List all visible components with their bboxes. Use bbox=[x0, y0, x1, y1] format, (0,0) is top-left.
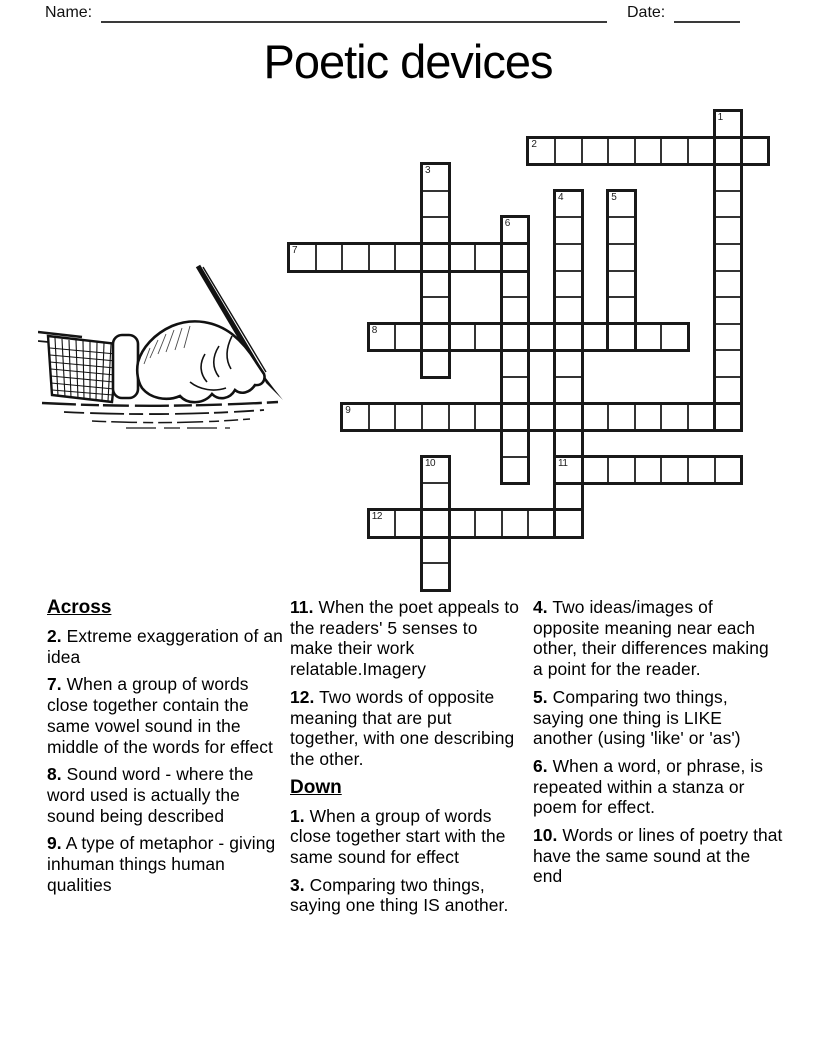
down-header: Down bbox=[290, 776, 342, 798]
clue-number-label: 3 bbox=[425, 165, 431, 177]
page-title: Poetic devices bbox=[263, 35, 553, 88]
grid-cell[interactable] bbox=[714, 243, 743, 272]
grid-cell[interactable] bbox=[714, 216, 743, 245]
grid-cell[interactable] bbox=[714, 137, 743, 166]
clue-down-4 bbox=[533, 597, 783, 680]
clue-number: 9. bbox=[47, 833, 62, 854]
grid-cell[interactable] bbox=[368, 243, 397, 272]
clue-text: Words or lines of poetry that have the same sound at the end bbox=[533, 825, 783, 887]
grid-cell[interactable] bbox=[421, 296, 450, 325]
grid-cell[interactable] bbox=[554, 270, 583, 299]
name-label: Name: bbox=[45, 4, 93, 21]
clue-down-6 bbox=[533, 756, 783, 818]
grid-cell[interactable] bbox=[527, 137, 556, 166]
grid-cell[interactable] bbox=[714, 163, 743, 192]
clue-number: 3. bbox=[290, 874, 305, 895]
across-header: Across bbox=[47, 597, 112, 618]
clue-across-2 bbox=[47, 626, 283, 667]
clue-down-1 bbox=[290, 806, 524, 868]
clue-across-11 bbox=[290, 597, 524, 680]
clue-text: When the poet appeals to the readers' 5 senses to make their work relatable.Imagery bbox=[290, 597, 520, 680]
crossword-grid bbox=[288, 110, 768, 590]
date-label: Date: bbox=[627, 4, 666, 21]
clue-number-label: 9 bbox=[345, 404, 351, 416]
grid-cell[interactable] bbox=[607, 456, 636, 485]
grid-cell[interactable] bbox=[421, 270, 450, 299]
clue-column-1 bbox=[47, 597, 283, 902]
grid-cell[interactable] bbox=[501, 349, 530, 378]
grid-cell[interactable] bbox=[607, 216, 636, 245]
grid-cell[interactable] bbox=[421, 190, 450, 219]
clue-text: Extreme exaggeration of an idea bbox=[47, 626, 283, 667]
grid-cell[interactable] bbox=[368, 403, 397, 432]
clue-text: Comparing two things, saying one thing IS another. bbox=[290, 874, 509, 916]
grid-cell[interactable] bbox=[554, 296, 583, 325]
grid-cell[interactable] bbox=[368, 323, 397, 352]
clue-text: Two words of opposite meaning that are put together, with one describing the other. bbox=[290, 686, 515, 769]
grid-cell[interactable] bbox=[421, 216, 450, 245]
grid-cell[interactable] bbox=[607, 270, 636, 299]
clue-text: Two ideas/images of opposite meaning near each other, their differences making a point for the reader. bbox=[533, 597, 769, 680]
grid-cell[interactable] bbox=[554, 349, 583, 378]
grid-cell[interactable] bbox=[607, 190, 636, 219]
clue-number-label: 6 bbox=[504, 218, 510, 230]
grid-cell[interactable] bbox=[607, 296, 636, 325]
grid-cell[interactable] bbox=[581, 137, 610, 166]
grid-cell[interactable] bbox=[501, 509, 530, 538]
clue-number-label: 7 bbox=[292, 245, 298, 256]
clue-number: 5. bbox=[533, 686, 548, 707]
grid-cell[interactable] bbox=[581, 403, 610, 432]
grid-cell[interactable] bbox=[634, 403, 663, 432]
clue-number: 2. bbox=[47, 626, 62, 646]
grid-cell[interactable] bbox=[421, 456, 450, 485]
grid-cell[interactable] bbox=[501, 270, 530, 299]
grid-cell[interactable] bbox=[501, 216, 530, 245]
grid-cell[interactable] bbox=[714, 376, 743, 405]
grid-cell[interactable] bbox=[501, 296, 530, 325]
clue-across-8 bbox=[47, 764, 283, 826]
grid-cell[interactable] bbox=[714, 403, 743, 432]
grid-cell[interactable] bbox=[421, 403, 450, 432]
grid-cell[interactable] bbox=[554, 243, 583, 272]
grid-cell[interactable] bbox=[554, 190, 583, 219]
grid-cell[interactable] bbox=[714, 190, 743, 219]
clue-number-label: 4 bbox=[558, 191, 564, 203]
clue-text: When a group of words close together start with the same sound for effect bbox=[290, 805, 506, 868]
grid-cell[interactable] bbox=[421, 243, 450, 272]
clue-number-label: 10 bbox=[425, 457, 436, 469]
grid-cell[interactable] bbox=[341, 243, 370, 272]
grid-cell[interactable] bbox=[634, 137, 663, 166]
grid-cell[interactable] bbox=[527, 403, 556, 432]
grid-cell[interactable] bbox=[660, 456, 689, 485]
grid-cell[interactable] bbox=[394, 403, 423, 432]
date-blank-line[interactable] bbox=[674, 2, 740, 23]
grid-cell[interactable] bbox=[501, 323, 530, 352]
clue-number: 8. bbox=[47, 764, 62, 785]
clue-number-label: 5 bbox=[611, 191, 617, 203]
grid-cell[interactable] bbox=[368, 509, 397, 538]
grid-cell[interactable] bbox=[660, 403, 689, 432]
clue-number-label: 11 bbox=[558, 457, 568, 469]
grid-cell[interactable] bbox=[660, 137, 689, 166]
grid-cell[interactable] bbox=[448, 509, 477, 538]
grid-cell[interactable] bbox=[554, 216, 583, 245]
grid-cell[interactable] bbox=[421, 509, 450, 538]
name-blank-line[interactable] bbox=[101, 2, 607, 23]
grid-cell[interactable] bbox=[554, 137, 583, 166]
grid-cell[interactable] bbox=[421, 323, 450, 352]
grid-cell[interactable] bbox=[474, 509, 503, 538]
grid-cell[interactable] bbox=[421, 562, 450, 591]
grid-cell[interactable] bbox=[448, 243, 477, 272]
grid-cell[interactable] bbox=[634, 456, 663, 485]
grid-cell[interactable] bbox=[421, 536, 450, 565]
grid-cell[interactable] bbox=[448, 323, 477, 352]
grid-cell[interactable] bbox=[554, 482, 583, 511]
grid-cell[interactable] bbox=[634, 323, 663, 352]
grid-cell[interactable] bbox=[394, 323, 423, 352]
clue-number: 10. bbox=[533, 825, 558, 846]
clue-text: A type of metaphor - giving inhuman things human qualities bbox=[47, 833, 276, 895]
grid-cell[interactable] bbox=[527, 323, 556, 352]
grid-cell[interactable] bbox=[394, 243, 423, 272]
grid-cell[interactable] bbox=[474, 403, 503, 432]
clue-number-label: 1 bbox=[717, 112, 723, 123]
grid-cell[interactable] bbox=[341, 403, 370, 432]
grid-cell[interactable] bbox=[660, 323, 689, 352]
grid-cell[interactable] bbox=[714, 349, 743, 378]
grid-cell[interactable] bbox=[448, 403, 477, 432]
grid-cell[interactable] bbox=[394, 509, 423, 538]
grid-cell[interactable] bbox=[714, 270, 743, 299]
clue-down-10 bbox=[533, 825, 783, 887]
clue-across-7 bbox=[47, 674, 283, 757]
grid-cell[interactable] bbox=[581, 456, 610, 485]
grid-cell[interactable] bbox=[288, 243, 317, 272]
grid-cell[interactable] bbox=[607, 323, 636, 352]
clue-across-12 bbox=[290, 687, 524, 770]
clue-number-label: 12 bbox=[371, 511, 382, 522]
cuff bbox=[113, 335, 138, 398]
clue-text: Sound word - where the word used is actually the sound being described bbox=[47, 764, 254, 826]
clue-number-label: 8 bbox=[371, 324, 377, 336]
grid-cell[interactable] bbox=[421, 163, 450, 192]
grid-cell[interactable] bbox=[474, 323, 503, 352]
clue-text: Comparing two things, saying one thing is LIKE another (using 'like' or 'as') bbox=[533, 686, 741, 749]
hand-writing-illustration bbox=[38, 262, 286, 430]
grid-cell[interactable] bbox=[501, 403, 530, 432]
clue-number: 7. bbox=[47, 674, 62, 695]
grid-cell[interactable] bbox=[474, 243, 503, 272]
grid-cell[interactable] bbox=[714, 296, 743, 325]
grid-cell[interactable] bbox=[687, 137, 716, 166]
hand bbox=[137, 321, 264, 402]
clue-across-9 bbox=[47, 833, 283, 895]
grid-cell[interactable] bbox=[554, 403, 583, 432]
clue-text: When a group of words close together contain the same vowel sound in the middle of the words for effect bbox=[47, 674, 273, 757]
grid-cell[interactable] bbox=[554, 456, 583, 485]
grid-cell[interactable] bbox=[554, 376, 583, 405]
grid-cell[interactable] bbox=[581, 323, 610, 352]
clue-text: When a word, or phrase, is repeated within a stanza or poem for effect. bbox=[533, 755, 764, 818]
grid-cell[interactable] bbox=[527, 509, 556, 538]
grid-cell[interactable] bbox=[501, 456, 530, 485]
sleeve bbox=[48, 336, 118, 402]
clue-number: 11. bbox=[290, 597, 314, 617]
clue-number-label: 2 bbox=[531, 138, 537, 150]
grid-cell[interactable] bbox=[501, 429, 530, 458]
grid-cell[interactable] bbox=[554, 323, 583, 352]
clue-number: 4. bbox=[533, 597, 548, 617]
grid-cell[interactable] bbox=[607, 403, 636, 432]
grid-cell[interactable] bbox=[607, 137, 636, 166]
grid-cell[interactable] bbox=[554, 429, 583, 458]
grid-cell[interactable] bbox=[554, 509, 583, 538]
grid-cell[interactable] bbox=[607, 243, 636, 272]
clue-down-3 bbox=[290, 875, 524, 916]
clue-number: 12. bbox=[290, 686, 315, 707]
grid-cell[interactable] bbox=[714, 110, 743, 139]
grid-cell[interactable] bbox=[740, 137, 769, 166]
grid-cell[interactable] bbox=[315, 243, 344, 272]
grid-cell[interactable] bbox=[714, 456, 743, 485]
clue-down-5 bbox=[533, 687, 783, 749]
clue-number: 6. bbox=[533, 755, 548, 776]
clue-column-2 bbox=[290, 597, 524, 923]
clue-column-3 bbox=[533, 597, 783, 894]
grid-cell[interactable] bbox=[421, 482, 450, 511]
grid-cell[interactable] bbox=[501, 376, 530, 405]
grid-cell[interactable] bbox=[687, 403, 716, 432]
clue-number: 1. bbox=[290, 805, 305, 826]
grid-cell[interactable] bbox=[687, 456, 716, 485]
grid-cell[interactable] bbox=[501, 243, 530, 272]
grid-cell[interactable] bbox=[421, 349, 450, 378]
grid-cell[interactable] bbox=[714, 323, 743, 352]
